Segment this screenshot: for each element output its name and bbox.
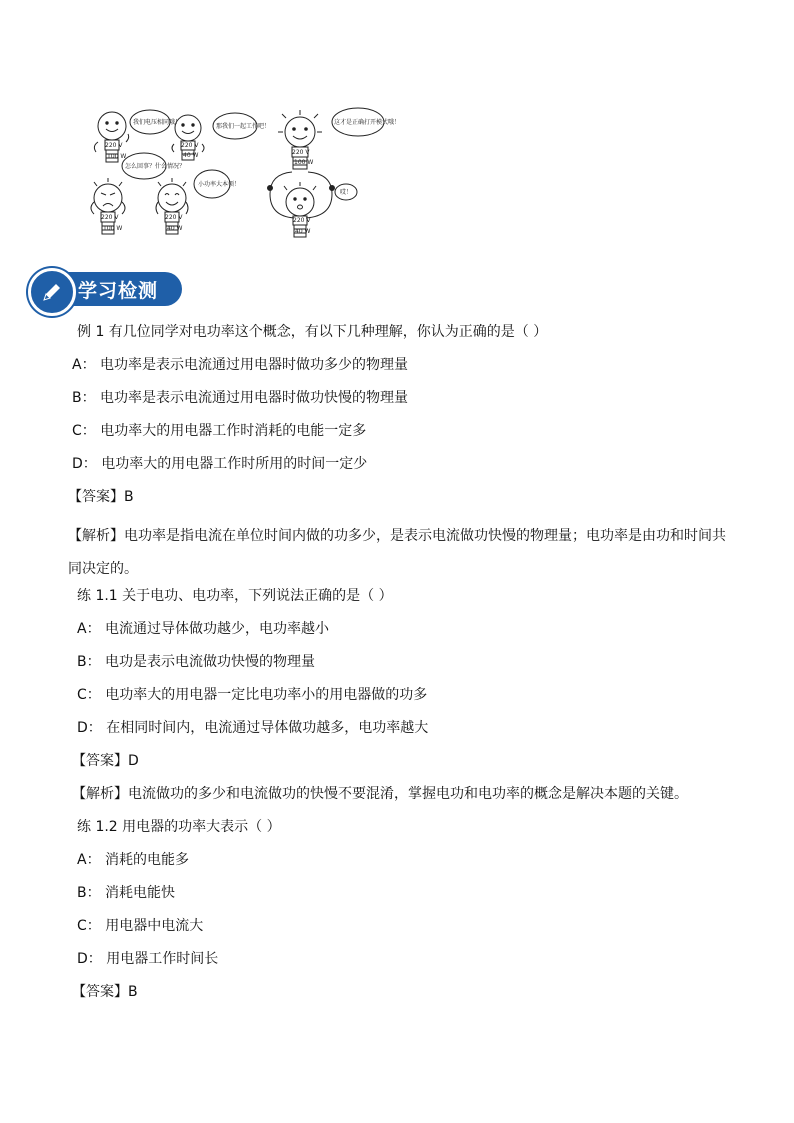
bulb-3-power-label: 100 W (103, 225, 123, 232)
q1-stem: 例 1 有几位同学对电功率这个概念，有以下几种理解，你认为正确的是（ ） (77, 324, 548, 340)
q1-answer: 【答案】B (68, 489, 134, 505)
bubble-6-text: 哎！ (340, 189, 353, 196)
bubble-5-text: 这才是正确打开模式哦！ (334, 119, 400, 126)
section-banner (28, 268, 188, 310)
pencil-icon (28, 268, 76, 316)
q1-analysis: 【解析】电功率是指电流在单位时间内做的功多少，是表示电流做功快慢的物理量；电功率是由功和时间共同决定的。 (68, 528, 726, 577)
bubble-1-text: 我们电压相同哦！ (133, 119, 182, 126)
bulb-1-voltage-label: 220 V (105, 142, 123, 149)
q1-option-a: A： 电功率是表示电流通过用电器时做功多少的物理量 (72, 357, 409, 373)
q2-option-b: B： 电功是表示电流做功快慢的物理量 (77, 654, 316, 670)
q1-option-c: C： 电功率大的用电器工作时消耗的电能一定多 (72, 423, 367, 439)
q3-answer: 【答案】B (72, 984, 138, 1000)
bulb-cartoon-svg (70, 98, 400, 248)
bulb-5-voltage-label: 220 V (292, 149, 310, 156)
bulb-5-power-label: 100 W (294, 159, 314, 166)
bubble-4-text: 小功率大本领！ (198, 181, 241, 188)
bubble-3-text: 怎么回事？什么情况？ (125, 163, 186, 170)
bulb-2-power-label: 40 W (183, 152, 199, 159)
bulb-1-power-label: 100 W (107, 153, 127, 160)
q3-option-d: D： 用电器工作时间长 (77, 951, 219, 967)
bulb-cartoon-illustration (70, 98, 400, 248)
bulb-3-voltage-label: 220 V (101, 214, 119, 221)
q3-option-c: C： 用电器中电流大 (77, 918, 204, 934)
q2-stem: 练 1.1 关于电功、电功率，下列说法正确的是（ ） (77, 588, 393, 604)
q3-option-b: B： 消耗电能快 (77, 885, 176, 901)
bulb-4-power-label: 40 W (167, 225, 183, 232)
q1-option-d: D： 电功率大的用电器工作时所用的时间一定少 (72, 456, 368, 472)
q2-answer: 【答案】D (72, 753, 139, 769)
section-title: 学习检测 (78, 280, 159, 302)
q2-option-c: C： 电功率大的用电器一定比电功率小的用电器做的功多 (77, 687, 428, 703)
bulb-6-power-label: 40 W (295, 228, 311, 235)
bubble-2-text: 那我们一起工作吧！ (216, 123, 271, 130)
q2-option-d: D： 在相同时间内，电流通过导体做功越多，电功率越大 (77, 720, 429, 736)
bulb-6-voltage-label: 220 V (293, 217, 311, 224)
q3-stem: 练 1.2 用电器的功率大表示（ ） (77, 819, 281, 835)
q2-option-a: A： 电流通过导体做功越少，电功率越小 (77, 621, 330, 637)
q3-option-a: A： 消耗的电能多 (77, 852, 190, 868)
bulb-4-voltage-label: 220 V (165, 214, 183, 221)
q2-analysis: 【解析】电流做功的多少和电流做功的快慢不要混淆，掌握电功和电功率的概念是解决本题的关键。 (72, 786, 688, 802)
q1-option-b: B： 电功率是表示电流通过用电器时做功快慢的物理量 (72, 390, 409, 406)
bulb-2-voltage-label: 220 V (181, 142, 199, 149)
